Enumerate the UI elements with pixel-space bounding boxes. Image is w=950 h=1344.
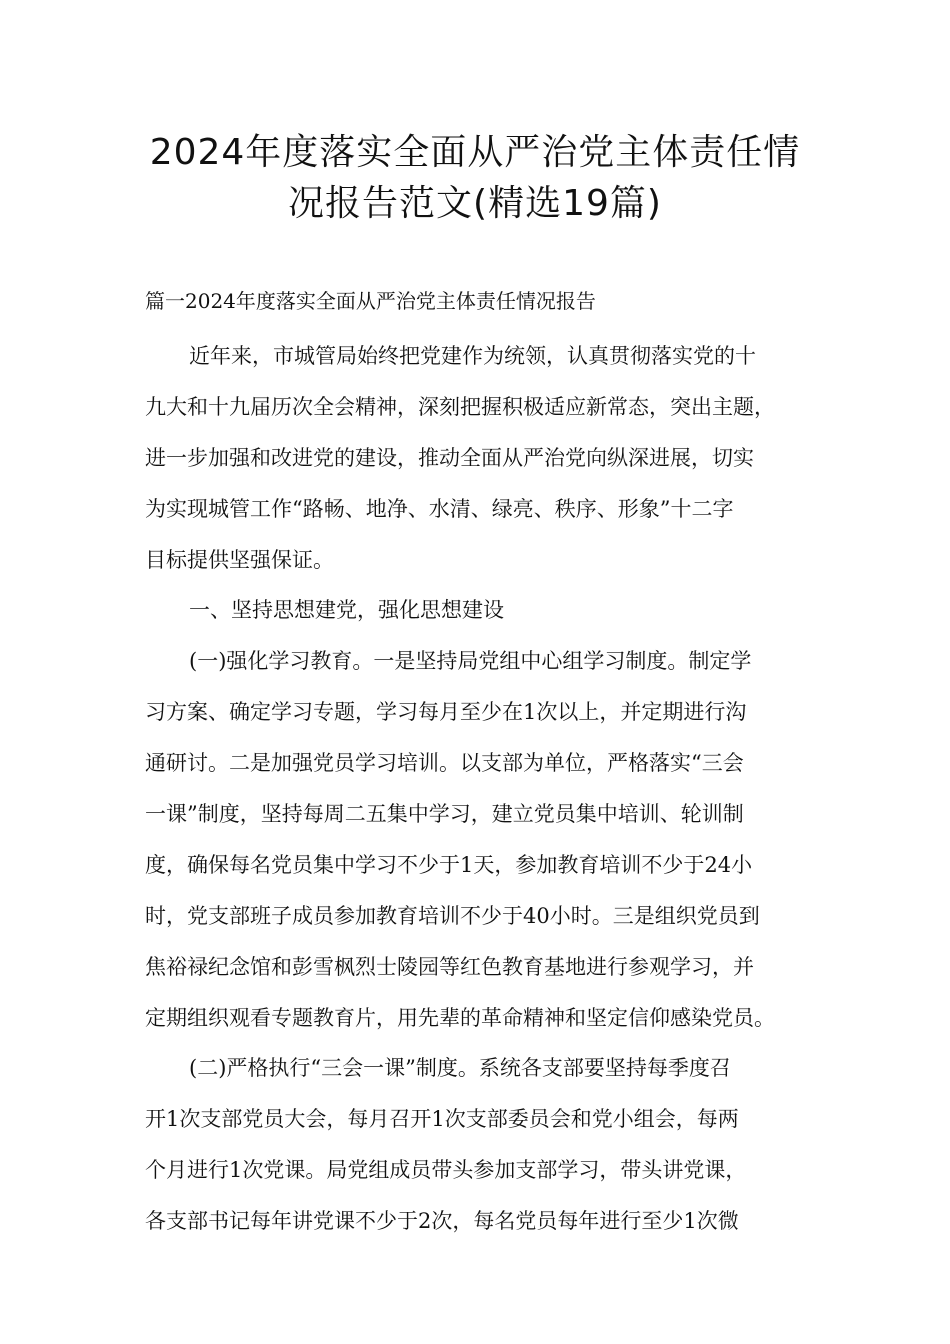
section-heading: 一、坚持思想建党，强化思想建设 xyxy=(189,598,504,623)
paragraph-line: 个月进行1次党课。局党组成员带头参加支部学习，带头讲党课， xyxy=(145,1158,747,1183)
paragraph-line: 开1次支部党员大会，每月召开1次支部委员会和党小组会，每两 xyxy=(145,1107,739,1132)
paragraph-line: 习方案、确定学习专题，学习每月至少在1次以上，并定期进行沟 xyxy=(145,700,747,725)
paragraph-line: 近年来，市城管局始终把党建作为统领，认真贯彻落实党的十 xyxy=(189,344,756,368)
paragraph-line: (二)严格执行“三会一课”制度。系统各支部要坚持每季度召 xyxy=(189,1056,731,1081)
paragraph-line: 九大和十九届历次全会精神，深刻把握积极适应新常态，突出主题， xyxy=(145,394,775,419)
paragraph-line: (一)强化学习教育。一是坚持局党组中心组学习制度。制定学 xyxy=(189,649,752,674)
paragraph-line: 定期组织观看专题教育片，用先辈的革命精神和坚定信仰感染党员。 xyxy=(145,1005,775,1030)
paragraph-line: 为实现城管工作“路畅、地净、水清、绿亮、秩序、形象”十二字 xyxy=(145,496,734,521)
paragraph-line: 进一步加强和改进党的建设，推动全面从严治党向纵深进展，切实 xyxy=(145,445,754,470)
article-heading: 篇一2024年度落实全面从严治党主体责任情况报告 xyxy=(145,289,596,313)
paragraph-line: 各支部书记每年讲党课不少于2次，每名党员每年进行至少1次微 xyxy=(145,1209,739,1234)
paragraph-line: 度，确保每名党员集中学习不少于1天，参加教育培训不少于24小 xyxy=(145,852,753,877)
document-title-line-1: 2024年度落实全面从严治党主体责任情 xyxy=(149,132,801,173)
paragraph-line: 焦裕禄纪念馆和彭雪枫烈士陵园等红色教育基地进行参观学习，并 xyxy=(145,954,754,979)
paragraph-line: 目标提供坚强保证。 xyxy=(145,547,334,572)
document-body xyxy=(145,331,825,1247)
paragraph-line: 时，党支部班子成员参加教育培训不少于40小时。三是组织党员到 xyxy=(145,903,760,928)
paragraph-line: 通研讨。二是加强党员学习培训。以支部为单位，严格落实“三会 xyxy=(145,751,744,776)
paragraph-line: 一课”制度，坚持每周二五集中学习，建立党员集中培训、轮训制 xyxy=(145,802,744,827)
document-title-line-2: 况报告范文(精选19篇) xyxy=(288,183,662,224)
